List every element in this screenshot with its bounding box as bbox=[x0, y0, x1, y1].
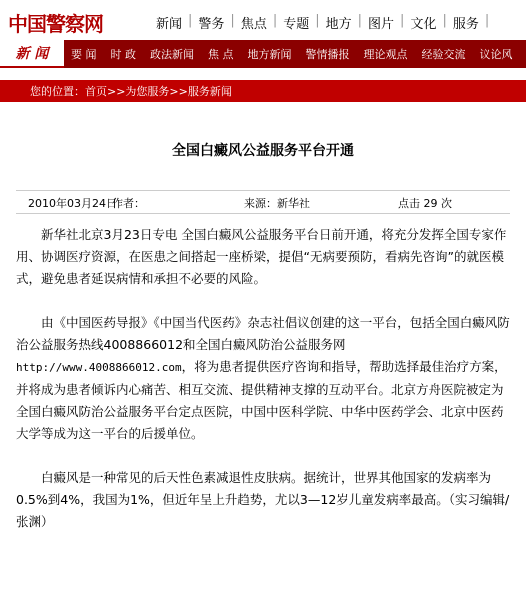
nav-separator: | bbox=[357, 13, 363, 28]
nav-item-focus[interactable]: 焦点 bbox=[240, 17, 267, 32]
nav-separator: | bbox=[188, 13, 193, 28]
subnav-item-experience[interactable]: 经验交流 bbox=[421, 48, 466, 61]
subnav-item-police-reports[interactable]: 警情播报 bbox=[305, 48, 350, 61]
nav-item-pictures[interactable]: 图片 bbox=[368, 17, 395, 32]
nav-item-local[interactable]: 地方 bbox=[325, 17, 352, 32]
article-date: 2010年03月24日 bbox=[28, 197, 117, 210]
subnav-item-politics[interactable]: 时 政 bbox=[110, 48, 136, 61]
site-header bbox=[0, 0, 526, 40]
nav-separator: | bbox=[400, 13, 405, 28]
article-text: 由《中国医药导报》《中国当代医药》杂志社倡议创建的这一平台，包括全国白癜风防治公益服务热线4008866012和全国白癜风防治公益服务网 bbox=[16, 315, 510, 352]
article-text: ，将为患者提供医疗咨询和指导，帮助选择最佳治疗方案，并将成为患者倾诉内心痛苦、相互交流、提供精神支撑的互动平台。北京方舟医院被定为全国白癜风防治公益服务平台定点医院，中国中医科学院、中华中医药学会、北京中医药大学等成为这一平台的后援单位。 bbox=[16, 359, 507, 441]
subnav-item-headlines[interactable]: 要 闻 bbox=[71, 48, 97, 61]
section-nav-items bbox=[64, 46, 520, 62]
nav-separator: | bbox=[272, 13, 278, 28]
nav-item-culture[interactable]: 文化 bbox=[410, 17, 437, 32]
nav-separator: | bbox=[442, 13, 447, 28]
article-paragraph: 新华社北京3月23日专电 全国白癜风公益服务平台日前开通，将充分发挥全国专家作用、协调医疗资源，在医患之间搭起一座桥梁，提倡“无病要预防，看病先咨询”的就医模式，避免患者延误病情和承担不必要的风险。 bbox=[16, 227, 507, 286]
nav-separator: | bbox=[230, 13, 235, 28]
nav-item-service[interactable]: 服务 bbox=[452, 17, 479, 32]
article-paragraph: 白癜风是一种常见的后天性色素减退性皮肤病。据统计，世界其他国家的发病率为0.5%到4%，我国为1%，但近年呈上升趋势，尤以3—12岁儿童发病率最高。（实习编辑/张渊） bbox=[16, 470, 510, 529]
article-paragraph bbox=[16, 312, 510, 445]
article bbox=[16, 140, 510, 533]
nav-separator: | bbox=[484, 13, 490, 28]
site-logo[interactable]: 中国警察网 bbox=[8, 12, 103, 36]
nav-item-topics[interactable]: 专题 bbox=[283, 17, 310, 32]
subnav-item-discussion[interactable]: 议论风 bbox=[479, 48, 513, 61]
article-meta bbox=[16, 190, 510, 214]
nav-separator: | bbox=[315, 13, 320, 28]
article-author: 作者： bbox=[112, 197, 145, 210]
article-body bbox=[16, 224, 510, 533]
subnav-item-theory[interactable]: 理论观点 bbox=[363, 48, 408, 61]
section-title: 新 闻 bbox=[0, 40, 64, 68]
article-title: 全国白癜风公益服务平台开通 bbox=[172, 143, 354, 159]
top-nav bbox=[150, 13, 489, 32]
subnav-item-focus[interactable]: 焦 点 bbox=[208, 48, 234, 61]
breadcrumb bbox=[0, 80, 526, 102]
article-click-count: 点击 29 次 bbox=[398, 197, 452, 210]
article-source: 来源：新华社 bbox=[244, 197, 310, 210]
nav-item-news[interactable]: 新闻 bbox=[156, 17, 183, 32]
subnav-item-local-news[interactable]: 地方新闻 bbox=[247, 48, 292, 61]
subnav-item-legal-news[interactable]: 政法新闻 bbox=[150, 48, 194, 61]
section-nav bbox=[0, 40, 526, 68]
breadcrumb-text[interactable]: 您的位置：首页>>为您服务>>服务新闻 bbox=[30, 85, 232, 98]
nav-item-police[interactable]: 警务 bbox=[198, 17, 225, 32]
article-url: http://www.4008866012.com bbox=[16, 361, 182, 374]
